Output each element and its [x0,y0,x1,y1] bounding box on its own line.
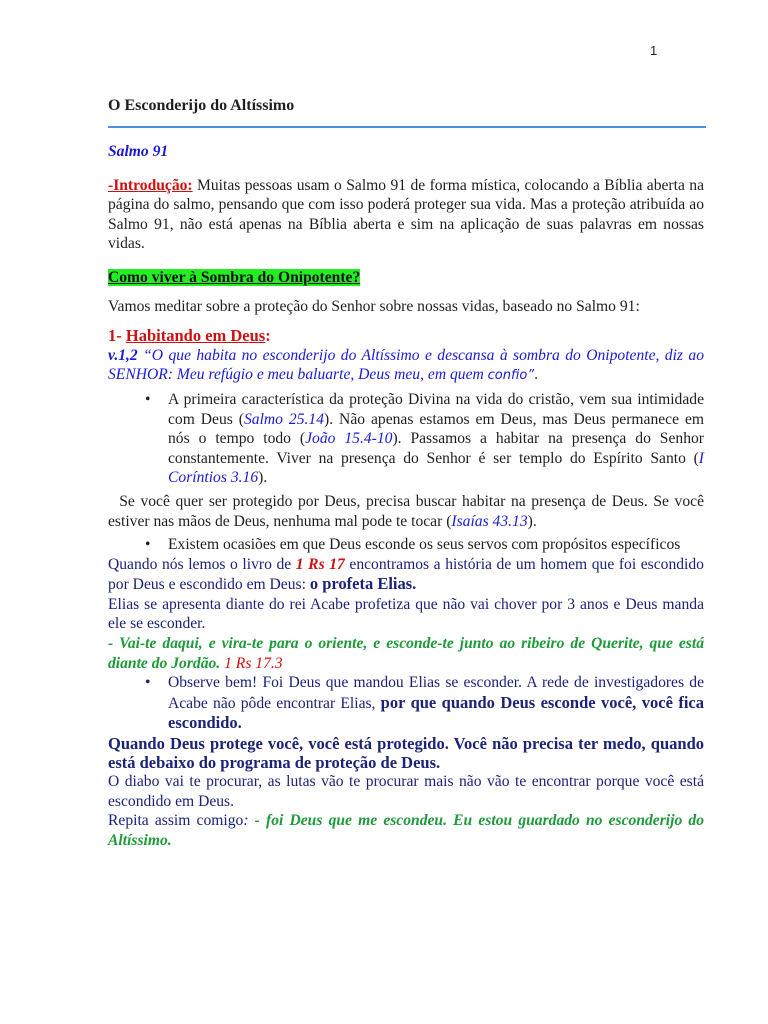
bullet-intimacy-text-2: ). Não apenas estamos em Deus, mas Deus permanece em nós o tempo todo ( [168,410,705,448]
psalm-heading: Salmo 91 [108,143,169,160]
bullet-occasions: • Existem ocasiões em que Deus esconde os seus servos com propósitos específicos [168,535,704,555]
section-1-number: 1- [108,326,126,346]
repita-paragraph [108,811,704,850]
document-body [108,96,708,850]
question-heading: Como viver à Sombra do Onipotente? [108,268,361,286]
elias-paragraph [108,555,704,595]
ref-corintios: I Coríntios 3.16 [168,449,704,487]
page-number: 1 [650,43,658,58]
diabo-paragraph: O diabo vai te procurar, as lutas vão te procurar mais não vão te encontrar porque você está escondido em Deus. [108,773,704,810]
bullet-list-2 [108,535,704,555]
ref-isaias: Isaías 43.13 [451,512,528,530]
ref-1rs17: 1 Rs 17 [295,555,345,573]
bullet-intimacy-text-3: ). Passamos a habitar na presença do Senhor constantemente. Viver na presença do Senhor é ser templo do Espírito Santo ( [168,430,704,467]
verse-end: . [534,366,538,384]
ref-1rs17-3: 1 Rs 17.3 [220,654,283,672]
bullet-list-3 [108,673,704,734]
querite-quote [108,634,704,673]
bullet-intimacy [168,390,704,488]
document-title: O Esconderijo do Altíssimo [108,97,295,114]
querite-text: - Vai-te daqui, e vira-te para o oriente, e esconde-te junto ao ribeiro de Querite, que está diante do Jordão. [108,635,704,672]
protect-paragraph [108,492,708,531]
verse-ref: v.1,2 [108,346,138,364]
observe-bold: por que quando Deus esconde você, você fica escondido. [168,692,704,733]
intro-label: -Introdução: [108,176,193,194]
elias-text-1: Quando nós lemos o livro de [108,555,296,573]
meditation-paragraph: Vamos meditar sobre a proteção do Senhor sobre nossas vidas, baseado no Salmo 91: [108,297,640,315]
protected-paragraph: Quando Deus protege você, você está protegido. Você não precisa ter medo, quando está debaixo do programa de proteção de Deus. [108,734,704,773]
section-1-colon: : [265,326,271,346]
elias-text-2: encontramos a história de um homem que foi escondido por Deus e escondido em Deus: [108,555,704,594]
ref-joao-15: João 15.4-10 [305,430,393,448]
ref-salmo-25-14: Salmo 25.14 [243,410,325,428]
section-1-title: Habitando em Deus [125,326,266,346]
repita-text: Repita assim comigo [108,812,244,830]
intro-paragraph [108,176,704,254]
repita-colon: : [243,812,249,830]
protect-text-1: Se você quer ser protegido por Deus, precisa buscar habitar na presença de Deus. Se você estiver nas mãos de Deus, nenhuma mal pode te tocar ( [108,492,708,530]
verse-tail: confio” [487,368,535,384]
observe-text: Observe bem! Foi Deus que mandou Elias se esconder. A rede de investigadores de Acabe não pôde encontrar Elias, [168,674,704,712]
verse-text: “O que habita no esconderijo do Altíssimo e descansa à sombra do Onipotente, diz ao SENHOR: Meu refúgio e meu baluarte, Deus meu, em quem [108,346,704,384]
section-1-heading [108,326,704,346]
bullet-list-1 [108,390,704,488]
intro-text: Muitas pessoas usam o Salmo 91 de forma mística, colocando a Bíblia aberta na página do salmo, pensando que com isso poderá proteger sua vida. Mas a proteção atribuída ao Salmo 91, não está apenas na Bíblia aberta e sim na aplicação de suas palavras em nossas vidas. [108,176,704,253]
elias-bold: o profeta Elias. [309,574,417,594]
bullet-intimacy-text-1: A primeira característica da proteção Divina na vida do cristão, vem sua intimidade com Deus ( [168,390,704,428]
verse-paragraph [108,346,704,386]
repita-declaration: - foi Deus que me escondeu. Eu estou guardado no esconderijo do Altíssimo. [108,812,704,849]
acabe-paragraph: Elias se apresenta diante do rei Acabe profetiza que não vai chover por 3 anos e Deus manda ele se esconder. [108,595,704,633]
protect-text-2: ). [527,512,537,530]
bullet-intimacy-text-4: ). [258,469,268,487]
title-divider [108,126,706,128]
bullet-observe [168,673,704,734]
